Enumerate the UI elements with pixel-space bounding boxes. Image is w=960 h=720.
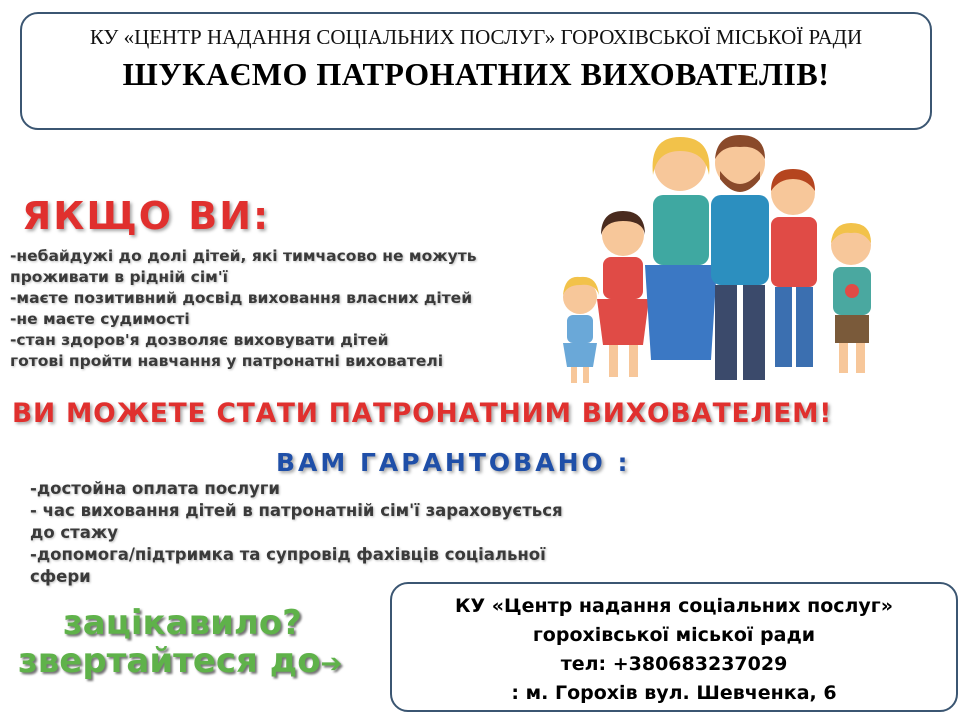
list-item: - час виховання дітей в патронатній сім'ї зараховується xyxy=(30,501,563,520)
contact-address: : м. Горохів вул. Шевченка, 6 xyxy=(511,682,837,704)
list-item: -допомога/підтримка та супровід фахівців соціальної xyxy=(30,545,546,564)
mother-figure xyxy=(645,137,717,360)
header-box xyxy=(20,12,932,130)
contact-box xyxy=(390,582,958,712)
page-title: ШУКАЄМО ПАТРОНАТНИХ ВИХОВАТЕЛІВ! xyxy=(122,56,830,92)
arrow-right-icon: ➔ xyxy=(320,649,343,679)
guarantees-list xyxy=(30,478,710,588)
list-item: -небайдужі до долі дітей, які тимчасово не можуть xyxy=(10,247,477,265)
small-boy-figure xyxy=(831,223,871,373)
list-item: -стан здоров'я дозволяє виховувати дітей xyxy=(10,331,389,349)
family-illustration xyxy=(545,135,890,385)
interest-question: зацікавило? xyxy=(63,603,302,643)
list-item: -маєте позитивний досвід виховання власних дітей xyxy=(10,289,473,307)
contact-phone: тел: +380683237029 xyxy=(560,653,788,675)
conditions-list xyxy=(10,246,570,372)
contact-org-council: горохівської міської ради xyxy=(532,624,816,646)
list-item: до стажу xyxy=(30,523,119,542)
guarantees-heading: ВАМ ГАРАНТОВАНО : xyxy=(276,448,631,477)
boy-figure xyxy=(771,169,817,367)
list-item: -не маєте судимості xyxy=(10,310,190,328)
list-item: проживати в рідній сім'ї xyxy=(10,268,228,286)
list-item: -достойна оплата послуги xyxy=(30,479,280,498)
contact-prompt-text: звертайтеся до xyxy=(18,641,321,681)
father-figure xyxy=(711,135,769,380)
girl-figure xyxy=(597,211,649,377)
list-item: сфери xyxy=(30,567,91,586)
contact-org-name: КУ «Центр надання соціальних послуг» xyxy=(454,595,894,617)
conditions-heading: ЯКЩО ВИ: xyxy=(22,194,271,238)
organization-name: КУ «ЦЕНТР НАДАННЯ СОЦІАЛЬНИХ ПОСЛУГ» ГОРОХІВСЬКОЇ МІСЬКОЇ РАДИ xyxy=(89,25,863,49)
become-headline: ВИ МОЖЕТЕ СТАТИ ПАТРОНАТНИМ ВИХОВАТЕЛЕМ! xyxy=(12,398,833,429)
list-item: готові пройти навчання у патронатні вихователі xyxy=(10,352,444,370)
contact-prompt xyxy=(18,642,342,683)
